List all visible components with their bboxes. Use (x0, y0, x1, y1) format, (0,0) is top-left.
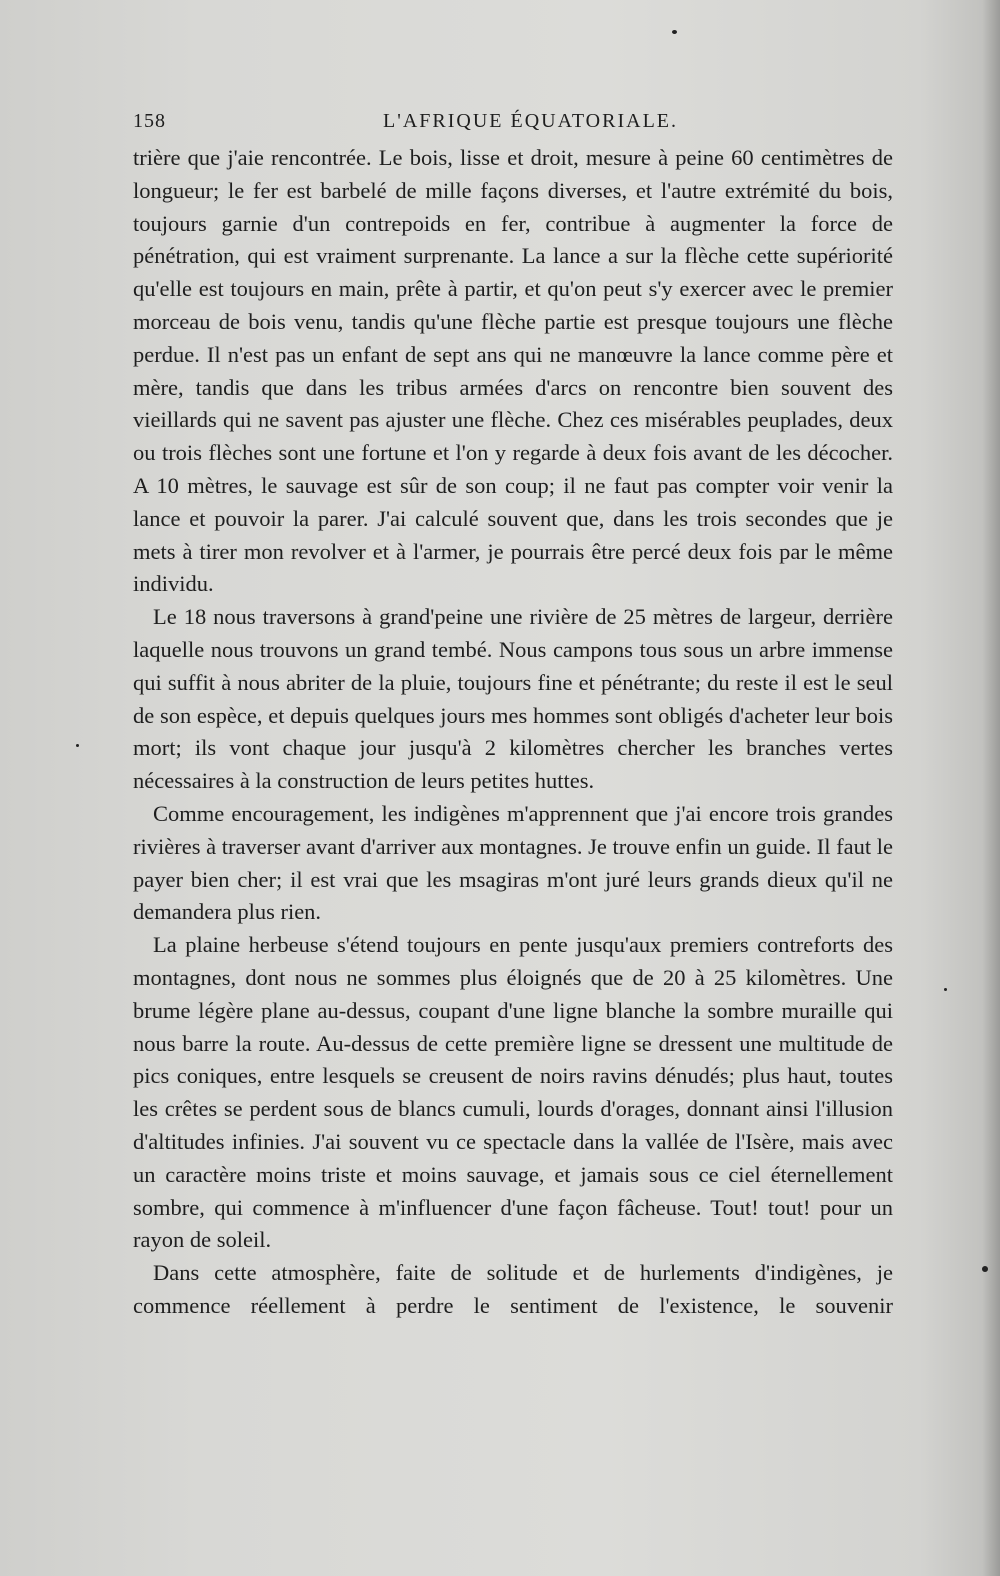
paragraph-5: Dans cette atmosphère, faite de solitude et de hurlements d'indigènes, je commence réellement à perdre le sentiment de l'existence, le souvenir (133, 1260, 893, 1318)
speck (944, 988, 947, 991)
paragraph-2: Le 18 nous traversons à grand'peine une rivière de 25 mètres de largeur, derrière laquelle nous trouvons un grand tembé. Nous campons tous sous un arbre immense qui suffit à nous abriter de la pluie, toujours fine et pénétrante; du reste il est le seul de son espèce, et depuis quelques jours mes hommes sont obligés d'acheter leur bois mort; ils vont chaque jour jusqu'à 2 kilomètres chercher les branches vertes nécessaires à la construction de leurs petites huttes. (133, 604, 893, 794)
running-title: L'AFRIQUE ÉQUATORIALE. (383, 110, 678, 132)
page-header (133, 110, 893, 138)
body-text (133, 142, 893, 1323)
speck (982, 1266, 988, 1272)
speck (76, 744, 79, 747)
paragraph-1: trière que j'aie rencontrée. Le bois, lisse et droit, mesure à peine 60 centimètres de longueur; le fer est barbelé de mille façons diverses, et l'autre extrémité du bois, toujours garnie d'un contrepoids en fer, contribue à augmenter la force de pénétration, qui est vraiment surprenante. La lance a sur la flèche cette supériorité qu'elle est toujours en main, prête à partir, et qu'on peut s'y exercer avec le premier morceau de bois venu, tandis qu'une flèche partie est presque toujours une flèche perdue. Il n'est pas un enfant de sept ans qui ne manœuvre la lance comme père et mère, tandis que dans les tribus armées d'arcs on rencontre bien souvent des vieillards qui ne savent pas ajuster une flèche. Chez ces misérables peuplades, deux ou trois flèches sont une fortune et l'on y regarde à deux fois avant de les décocher. A 10 mètres, le sauvage est sûr de son coup; il ne faut pas compter voir venir la lance et pouvoir la parer. J'ai calculé souvent que, dans les trois secondes que je mets à tirer mon revolver et à l'armer, je pourrais être percé deux fois par le même individu. (133, 145, 893, 597)
page-number: 158 (133, 110, 166, 132)
page-spine-shadow (982, 0, 1000, 1576)
speck (672, 30, 677, 34)
paragraph-3: Comme encouragement, les indigènes m'apprennent que j'ai encore trois grandes rivières à traverser avant d'arriver aux montagnes. Je trouve enfin un guide. Il faut le payer bien cher; il est vrai que les msagiras m'ont juré leurs grands dieux qu'il ne demandera plus rien. (133, 800, 894, 925)
paragraph-4: La plaine herbeuse s'étend toujours en pente jusqu'aux premiers contreforts des montagnes, dont nous ne sommes plus éloignés que de 20 à 25 kilomètres. Une brume légère plane au-dessus, coupant d'une ligne blanche la sombre muraille qui nous barre la route. Au-dessus de cette première ligne se dressent une multitude de pics coniques, entre lesquels se creusent de noirs ravins dénudés; plus haut, toutes les crêtes se perdent sous de blancs cumuli, lourds d'orages, donnant ainsi l'illusion d'altitudes infinies. J'ai souvent vu ce spectacle dans la vallée de l'Isère, mais avec un caractère moins triste et moins sauvage, et jamais sous ce ciel éternellement sombre, qui commence à m'influencer d'une façon fâcheuse. Tout! tout! pour un rayon de soleil. (133, 932, 893, 1253)
